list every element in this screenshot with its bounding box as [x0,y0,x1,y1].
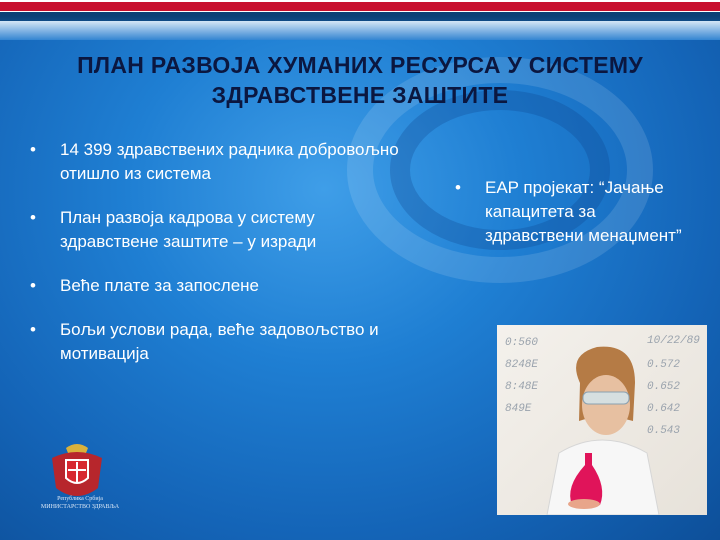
note-text: 0:560 [505,337,539,349]
note-text: 10/22/89 [647,335,700,347]
scientist-with-flask-icon [497,325,707,515]
note-text: 0.652 [647,381,681,393]
note-text: 8:48E [505,381,539,393]
logo-caption-line-1: Република Србија [57,496,103,502]
list-item [30,318,400,366]
bullet-icon: • [30,208,36,227]
left-bullet-list [30,138,400,386]
bullet-text: EAP пројекат: “Јачање капацитета за здравствени менаџмент” [485,178,682,245]
bullet-text: План развоја кадрова у систему здравствене заштите – у изради [60,208,317,251]
ministry-caption [20,495,140,511]
bullet-text: Бољи услови рада, веће задовољство и мотивација [60,320,379,363]
note-text: 0.572 [647,359,681,371]
banner-fade [0,0,720,40]
bullet-icon: • [30,320,36,339]
logo-caption-line-2: МИНИСТАРСТВО ЗДРАВЉА [40,504,120,510]
list-item [30,138,400,186]
list-item [30,274,400,298]
bullet-icon: • [455,178,461,197]
slide-title: ПЛАН РАЗВОЈА ХУМАНИХ РЕСУРСА У СИСТЕМУ ЗДРАВСТВЕНЕ ЗАШТИТЕ [77,52,643,108]
bullet-text: 14 399 здравствених радника добровољно отишло из система [60,140,399,183]
bullet-text: Веће плате за запослене [60,276,260,295]
scientist-photo [497,325,707,515]
bullet-icon: • [30,140,36,159]
flag-stripes-banner [0,0,720,40]
list-item [455,176,695,248]
list-item [30,206,400,254]
bullet-icon: • [30,276,36,295]
note-text: 849E [505,403,532,415]
right-bullet-list [455,176,695,268]
note-text: 8248E [505,359,539,371]
note-text: 0.642 [647,403,681,415]
note-text: 0.543 [647,425,681,437]
